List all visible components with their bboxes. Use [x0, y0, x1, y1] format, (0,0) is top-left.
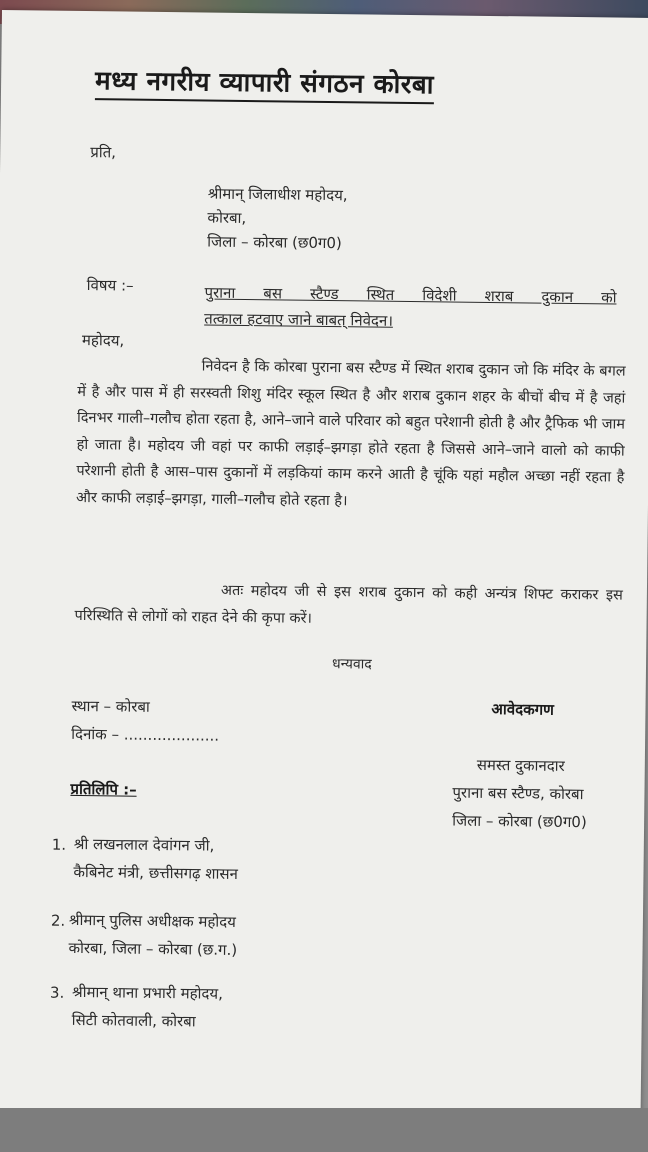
applicant-line-1: समस्त दुकानदार — [476, 755, 565, 775]
body-paragraph-1: निवेदन है कि कोरबा पुराना बस स्टैण्ड में स्थित शराब दुकान जो कि मंदिर के बगल में है और पास में ही सरस्वती शिशु मंदिर स्कूल स्थित है और शराब दुकान शहर के बीचों बीच में है जहां दिनभर गाली–गलौच होता रहता है, आने–जाने वाले परिवार को बहुत परेशानी होती है और ट्रैफिक भी जाम हो जाता है। महोदय जी वहां पर काफी लड़ाई–झगड़ा होते रहता है जिससे आने–जाने वालो को काफी परेशानी होती है आस–पास दुकानों में लड़कियां काम करने आती है चूंकि यहां महौल अच्छा नहीं रहता है और काफी लड़ाई–झगड़ा, गाली–गलौच होते रहता है। — [75, 358, 626, 509]
thanks-text: धन्यवाद — [331, 656, 372, 673]
copy-3-number: 3. — [49, 983, 65, 1002]
greeting: महोदय, — [81, 331, 125, 350]
subject-line-2: तत्काल हटवाए जाने बाबत् निवेदन। — [204, 309, 394, 330]
applicants-heading: आवेदकगण — [491, 700, 555, 719]
copy-2-line-2: कोरबा, जिला – कोरबा (छ.ग.) — [68, 938, 238, 959]
copy-3-line-1: श्रीमान् थाना प्रभारी महोदय, — [71, 982, 224, 1003]
letterhead-title: मध्य नगरीय व्यापारी संगठन कोरबा — [95, 61, 434, 104]
background-surface — [0, 1108, 648, 1152]
copy-2-number: 2. — [50, 911, 66, 930]
copy-1-line-1: श्री लखनलाल देवांगन जी, — [73, 834, 215, 855]
copy-heading: प्रतिलिपि :– — [70, 779, 137, 799]
copy-2-line-1: श्रीमान् पुलिस अधीक्षक महोदय — [68, 910, 237, 931]
letter-page — [0, 10, 648, 1118]
date-text: दिनांक – .................... — [71, 724, 220, 745]
salutation-to: प्रति, — [90, 143, 117, 162]
copy-1-line-2: कैबिनेट मंत्री, छत्तीसगढ़ शासन — [73, 862, 238, 883]
subject-line-1: पुराना बस स्टैण्ड स्थित विदेशी शराब दुकान को — [204, 283, 617, 307]
body-paragraph-2: अतः महोदय जी से इस शराब दुकान को कही अन्यंत्र शिफ्ट कराकर इस परिस्थिति से लोगों को राहत देने की कृपा करें। — [74, 582, 623, 627]
applicant-line-3: जिला – कोरबा (छ0ग0) — [452, 811, 587, 832]
addressee-line-3: जिला – कोरबा (छ0ग0) — [207, 232, 342, 253]
addressee-line-1: श्रीमान् जिलाधीश महोदय, — [207, 184, 348, 205]
subject-label: विषय :– — [86, 276, 134, 295]
copy-1-number: 1. — [51, 835, 67, 854]
addressee-line-2: कोरबा, — [207, 208, 247, 227]
applicant-line-2: पुराना बस स्टैण्ड, कोरबा — [452, 783, 584, 804]
copy-3-line-2: सिटी कोतवाली, कोरबा — [71, 1010, 196, 1031]
place-text: स्थान – कोरबा — [71, 696, 150, 716]
